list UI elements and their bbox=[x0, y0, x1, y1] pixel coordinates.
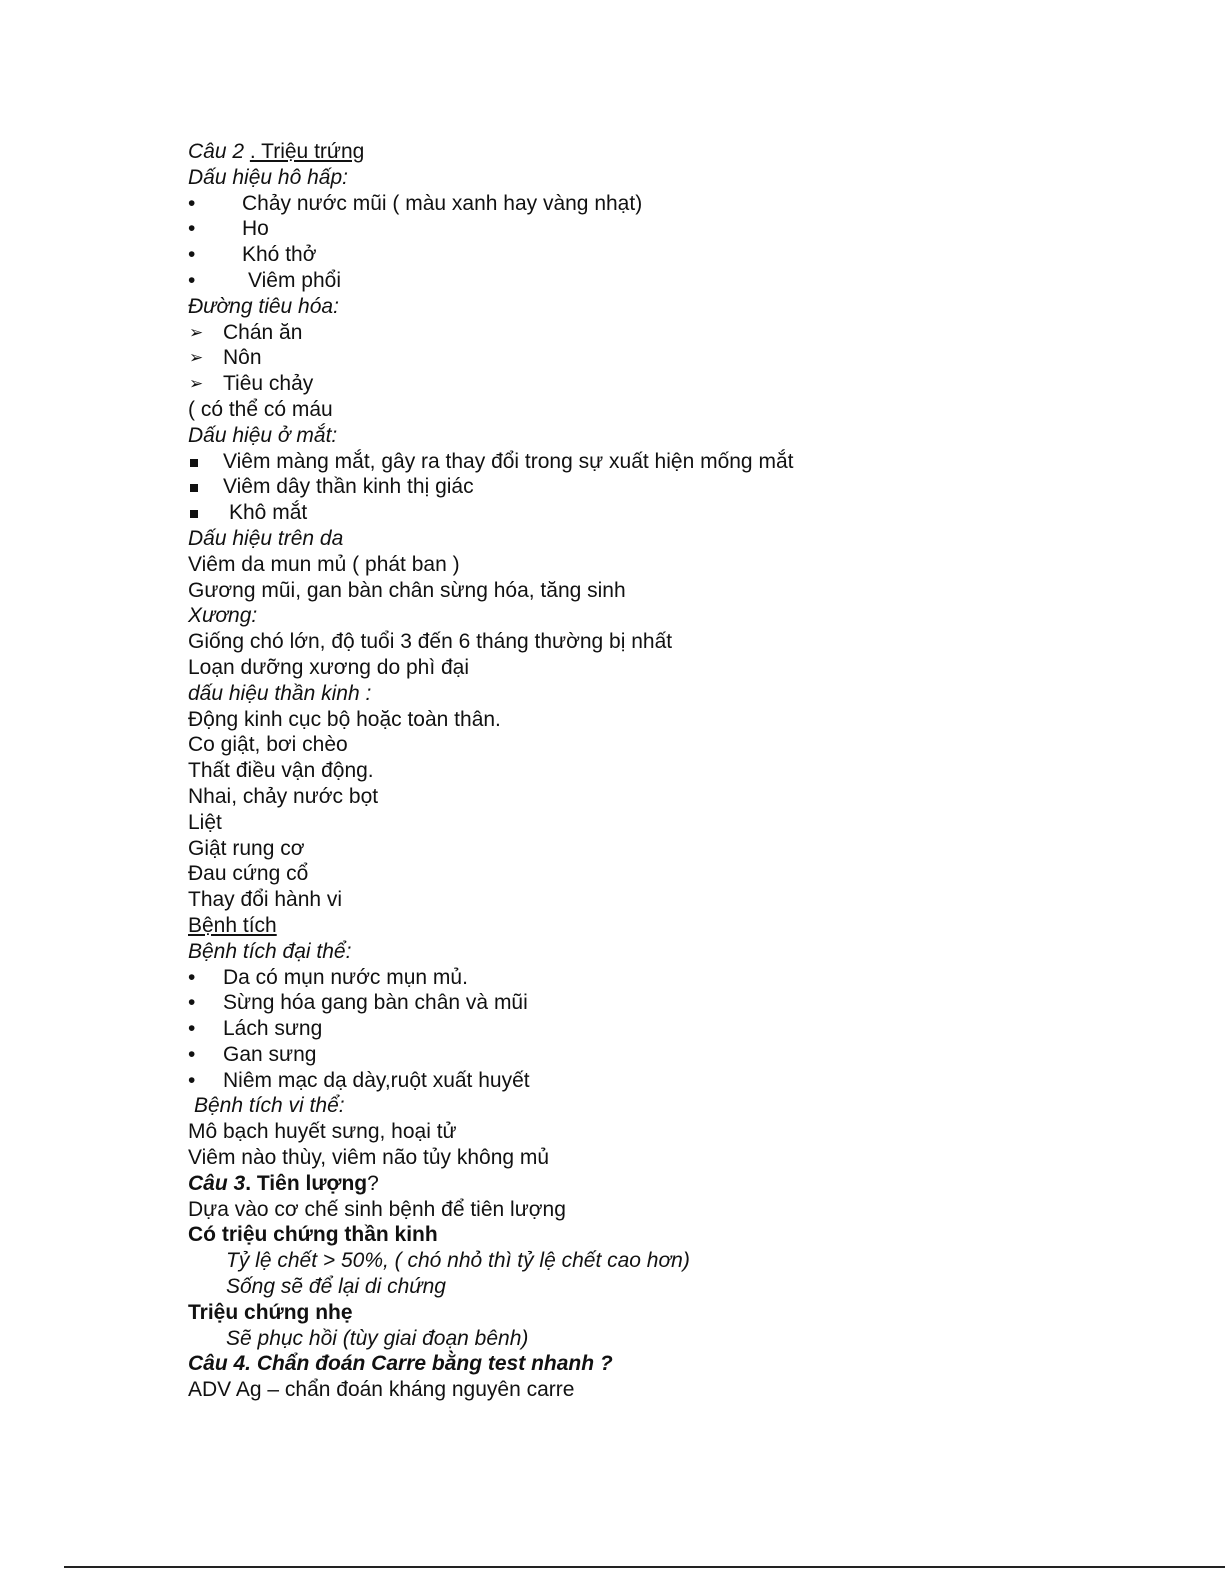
bullet-icon: • bbox=[188, 965, 196, 989]
question-3-topic: . Tiên lượng bbox=[245, 1171, 368, 1195]
question-2-title bbox=[188, 139, 1168, 165]
question-4-title: Câu 4. Chẩn đoán Carre bằng test nhanh ? bbox=[188, 1352, 613, 1376]
text-line: Động kinh cục bộ hoặc toàn thân. bbox=[188, 707, 501, 731]
square-bullet-icon bbox=[190, 484, 198, 492]
question-2-label: Câu 2 bbox=[188, 140, 250, 163]
text-line: Liệt bbox=[188, 810, 222, 834]
footer-divider bbox=[64, 1566, 1225, 1568]
bullet-icon: • bbox=[188, 1017, 196, 1041]
digestive-note: ( có thể có máu bbox=[188, 397, 333, 421]
text-line: Thay đổi hành vi bbox=[188, 888, 343, 912]
square-bullet-icon bbox=[190, 510, 198, 518]
text-line: Thất điều vận động. bbox=[188, 759, 374, 783]
text-line: Co giật, bơi chèo bbox=[188, 733, 348, 757]
arrow-bullet-icon: ➢ bbox=[189, 322, 204, 342]
text-line: Mô bạch huyết sưng, hoại tử bbox=[188, 1120, 457, 1144]
list-item: Khô mắt bbox=[188, 500, 1168, 526]
lesions-heading: Bệnh tích bbox=[188, 913, 277, 937]
document-page bbox=[188, 139, 1168, 1403]
text-line: Đau cứng cổ bbox=[188, 862, 309, 886]
list-item: • Chảy nước mũi ( màu xanh hay vàng nhạt) bbox=[188, 191, 643, 215]
text-line: Sẽ phục hồi (tùy giai đoạn bênh) bbox=[226, 1326, 529, 1350]
bullet-icon: • bbox=[188, 191, 196, 215]
text-line: Giật rung cơ bbox=[188, 836, 305, 860]
text-line: Giống chó lớn, độ tuổi 3 đến 6 tháng thường bị nhất bbox=[188, 630, 673, 654]
text-line: Sống sẽ để lại di chứng bbox=[226, 1275, 446, 1299]
text-line: Nhai, chảy nước bọt bbox=[188, 784, 379, 808]
text-line: Dựa vào cơ chế sinh bệnh để tiên lượng bbox=[188, 1197, 566, 1221]
gross-lesions-heading: Bệnh tích đại thể: bbox=[188, 939, 352, 963]
micro-lesions-heading: Bệnh tích vi thể: bbox=[194, 1094, 345, 1118]
text-line: ADV Ag – chẩn đoán kháng nguyên carre bbox=[188, 1378, 575, 1402]
text-line: Viêm da mun mủ ( phát ban ) bbox=[188, 552, 460, 576]
question-3-title: Câu 3. Tiên lượng? bbox=[188, 1171, 379, 1195]
list-item: • Viêm phổi bbox=[188, 268, 342, 292]
text-line: Loạn dưỡng xương do phì đại bbox=[188, 655, 470, 679]
arrow-bullet-icon: ➢ bbox=[189, 348, 204, 368]
eyes-heading: Dấu hiệu ở mắt: bbox=[188, 423, 338, 447]
list-item: • Lách sưng bbox=[188, 1017, 323, 1041]
list-item: Viêm màng mắt, gây ra thay đổi trong sự xuất hiện mống mắt bbox=[188, 449, 1168, 475]
bullet-icon: • bbox=[188, 991, 196, 1015]
list-item: • Niêm mạc dạ dày,ruột xuất huyết bbox=[188, 1068, 530, 1092]
list-item: • Gan sưng bbox=[188, 1042, 317, 1066]
square-bullet-icon bbox=[190, 459, 198, 467]
list-item: • Ho bbox=[188, 217, 269, 241]
digestive-heading: Đường tiêu hóa: bbox=[188, 294, 339, 318]
list-item: • Khó thở bbox=[188, 243, 317, 267]
text-line: Tỷ lệ chết > 50%, ( chó nhỏ thì tỷ lệ chết cao hơn) bbox=[226, 1249, 690, 1273]
mild-prognosis-heading: Triệu chứng nhẹ bbox=[188, 1300, 353, 1324]
list-item: ➢ Chán ăn bbox=[189, 320, 303, 344]
bullet-icon: • bbox=[188, 217, 196, 241]
skin-heading: Dấu hiệu trên da bbox=[188, 526, 344, 550]
list-item: • Sừng hóa gang bàn chân và mũi bbox=[188, 991, 528, 1015]
bullet-icon: • bbox=[188, 268, 196, 292]
text-line: Viêm nào thùy, viêm não tủy không mủ bbox=[188, 1146, 550, 1170]
respiratory-heading: Dấu hiệu hô hấp: bbox=[188, 165, 348, 189]
list-item: ➢ Nôn bbox=[189, 346, 262, 370]
neuro-heading: dấu hiệu thần kinh : bbox=[188, 681, 372, 705]
bullet-icon: • bbox=[188, 1042, 196, 1066]
question-3-label: Câu 3 bbox=[188, 1171, 246, 1195]
bullet-icon: • bbox=[188, 243, 196, 267]
list-item: ➢ Tiêu chảy bbox=[189, 372, 314, 396]
bullet-icon: • bbox=[188, 1068, 196, 1092]
neuro-prognosis-heading: Có triệu chứng thần kinh bbox=[188, 1223, 438, 1247]
arrow-bullet-icon: ➢ bbox=[189, 374, 204, 394]
list-item: Viêm dây thần kinh thị giác bbox=[188, 474, 1168, 500]
text-line: Gương mũi, gan bàn chân sừng hóa, tăng sinh bbox=[188, 578, 626, 602]
list-item: • Da có mụn nước mụn mủ. bbox=[188, 965, 468, 989]
question-2-topic: . Triệu trứng bbox=[249, 140, 365, 163]
bone-heading: Xương: bbox=[188, 604, 258, 628]
